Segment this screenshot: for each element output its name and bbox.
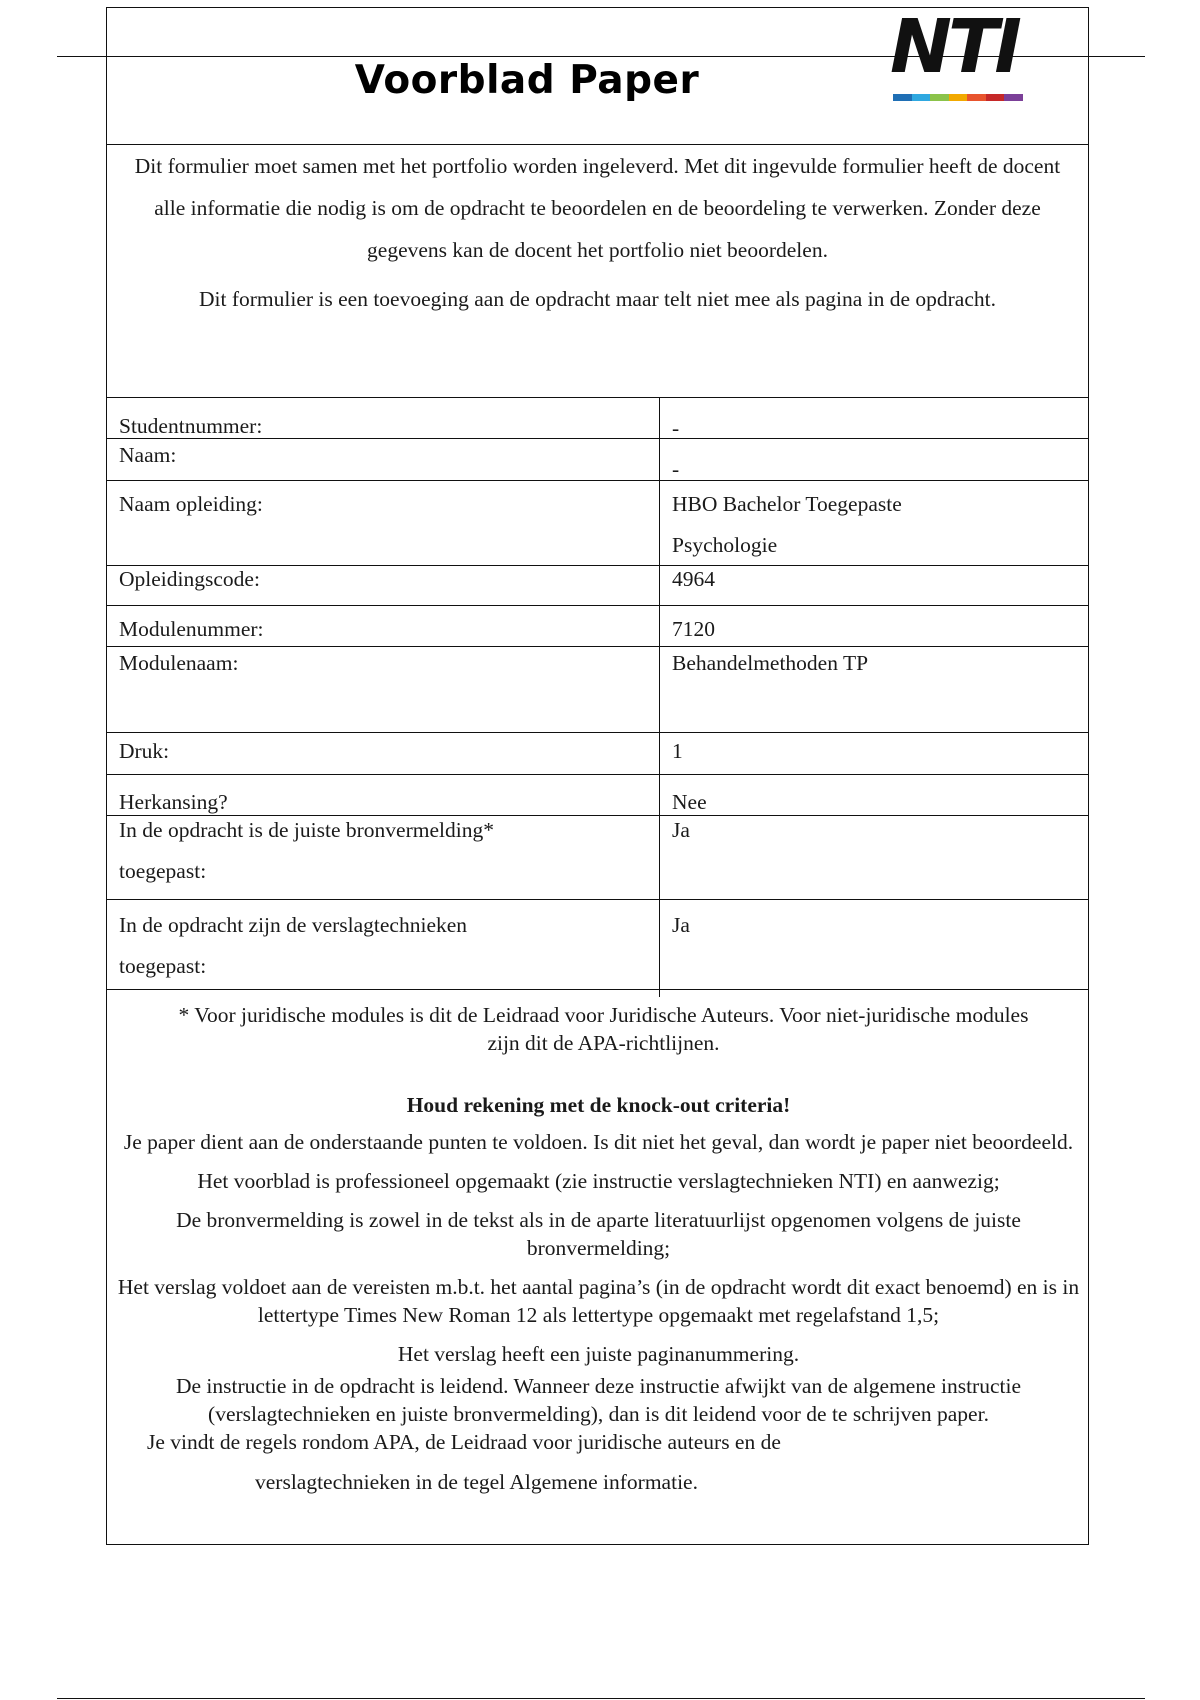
field-row — [107, 899, 1088, 989]
field-row — [107, 605, 1088, 646]
logo-bar-segment — [893, 94, 912, 101]
field-label: Naam: — [119, 443, 177, 467]
field-row — [107, 732, 1088, 774]
field-row — [107, 397, 1088, 438]
page-title: Voorblad Paper — [354, 58, 700, 103]
logo-bar-segment — [912, 94, 931, 101]
field-label: Herkansing? — [119, 790, 228, 814]
knockout-heading: Houd rekening met de knock-out criteria! — [406, 1093, 791, 1117]
field-label: In de opdracht zijn de verslagtechnieken toegepast: — [119, 913, 468, 978]
field-label: Studentnummer: — [119, 414, 263, 438]
intro-paragraph: Dit formulier moet samen met het portfolio worden ingeleverd. Met dit ingevulde formulier heeft de docent alle informatie die nodig is om de opdracht te beoordelen en de beoordeling te verwerken. Zonder deze gegevens kan de docent het portfolio niet beoordelen. — [134, 154, 1061, 262]
field-value: - — [672, 457, 680, 481]
field-value: HBO Bachelor Toegepaste Psychologie — [672, 492, 902, 557]
field-value: Ja — [672, 818, 690, 842]
logo-bar-segment — [967, 94, 986, 101]
footnote: * Voor juridische modules is dit de Leidraad voor Juridische Auteurs. Voor niet-juridische modules zijn dit de APA-richtlijnen. — [178, 1003, 1029, 1055]
field-value: Nee — [672, 790, 707, 814]
page-footer-rule — [57, 1698, 1145, 1699]
field-label: In de opdracht is de juiste bronvermelding* toegepast: — [119, 818, 494, 883]
logo-bar-segment — [1004, 94, 1023, 101]
intro-paragraph: Dit formulier is een toevoeging aan de opdracht maar telt niet mee als pagina in de opdracht. — [198, 287, 996, 311]
logo-color-bar — [893, 94, 1023, 101]
field-row — [107, 438, 1088, 480]
field-row — [107, 815, 1088, 899]
field-label: Modulenaam: — [119, 651, 239, 675]
field-row — [107, 646, 1088, 732]
logo-bar-segment — [986, 94, 1005, 101]
field-value: Behandelmethoden TP — [672, 651, 869, 675]
table-bottom-rule — [107, 989, 1088, 990]
field-row — [107, 480, 1088, 565]
field-row — [107, 774, 1088, 815]
logo-bar-segment — [930, 94, 949, 101]
criteria-intro: Je paper dient aan de onderstaande punten te voldoen. Is dit niet het geval, dan wordt je paper niet beoordeeld. — [123, 1130, 1074, 1154]
criterion: Het voorblad is professioneel opgemaakt (zie instructie verslagtechnieken NTI) en aanwezig; — [197, 1169, 1000, 1193]
closing-line: Je vindt de regels rondom APA, de Leidraad voor juridische auteurs en de — [147, 1430, 781, 1454]
title-section — [107, 4, 1088, 145]
field-label: Druk: — [119, 739, 170, 763]
criterion: Het verslag heeft een juiste paginanummering. — [397, 1342, 800, 1366]
field-value: 1 — [672, 739, 683, 763]
closing-line: verslagtechnieken in de tegel Algemene informatie. — [255, 1470, 698, 1494]
field-label: Opleidingscode: — [119, 567, 260, 591]
field-label: Naam opleiding: — [119, 492, 263, 516]
criterion: De bronvermelding is zowel in de tekst als in de aparte literatuurlijst opgenomen volgens de juiste bronvermelding; — [176, 1208, 1021, 1260]
criterion: Het verslag voldoet aan de vereisten m.b.t. het aantal pagina’s (in de opdracht wordt dit exact benoemd) en is in lettertype Times New Roman 12 als lettertype opgemaakt met regelafstand 1,5; — [117, 1275, 1080, 1327]
field-value: 4964 — [672, 567, 715, 591]
nti-logo — [884, 4, 1024, 110]
field-row — [107, 565, 1088, 605]
logo-wordmark: NTI — [890, 4, 1018, 90]
field-value: 7120 — [672, 617, 715, 641]
cover-form — [106, 4, 1089, 1545]
field-label: Modulenummer: — [119, 617, 264, 641]
intro-text — [119, 145, 1076, 319]
field-value: Ja — [672, 913, 690, 937]
criteria-section — [107, 1001, 1090, 1496]
instruction-note: De instructie in de opdracht is leidend. Wanneer deze instructie afwijkt van de algemene instructie (verslagtechnieken en juiste bronvermelding), dan is dit leidend voor de te schrijven paper. — [175, 1374, 1022, 1426]
field-value: - — [672, 416, 680, 440]
logo-bar-segment — [949, 94, 968, 101]
